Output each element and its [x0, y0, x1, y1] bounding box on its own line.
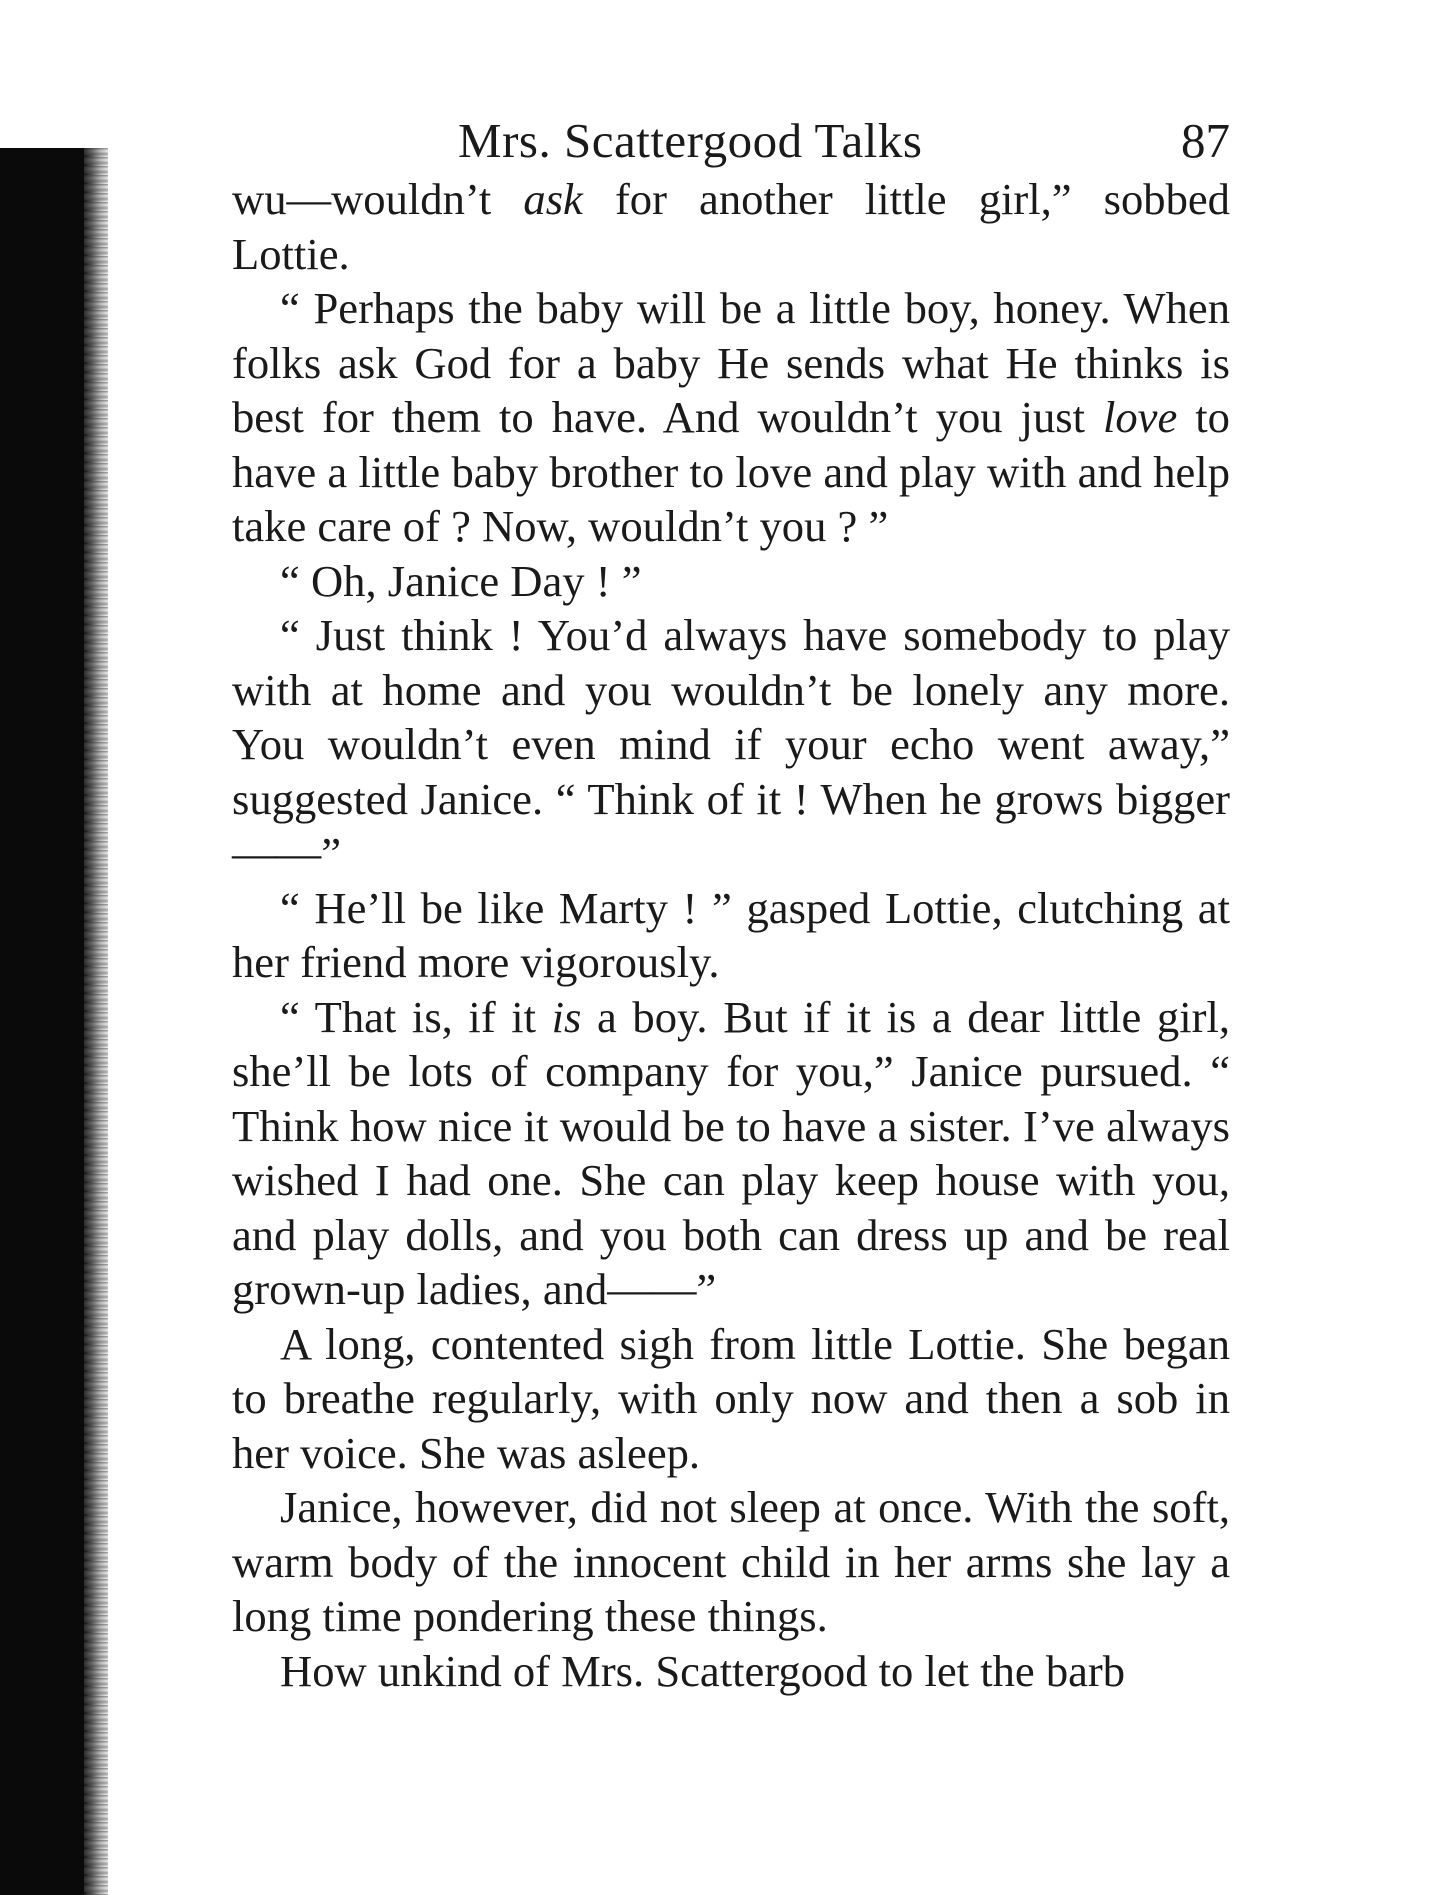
paragraph — [232, 172, 1230, 281]
italic-text: is — [551, 991, 582, 1042]
paragraph — [232, 281, 1230, 554]
running-header — [232, 110, 1230, 172]
running-title: Mrs. Scattergood Talks — [458, 113, 923, 168]
paragraph — [232, 1317, 1230, 1481]
book-page — [232, 110, 1230, 1698]
paragraph-text: How unkind of Mrs. Scattergood to let the barb — [280, 1645, 1126, 1696]
paragraph-text: Janice, however, did not sleep at once. With the soft, warm body of the innocent child in her arms she lay a long time pondering these things. — [232, 1482, 1230, 1641]
italic-text: ask — [523, 174, 583, 224]
paragraph — [232, 554, 1230, 609]
paragraph-text: A long, contented sigh from little Lottie. She began to breathe regularly, with only now and then a sob in her voice. She was asleep. — [232, 1318, 1230, 1478]
paragraph — [232, 990, 1230, 1317]
paragraph-text: “ Just think ! You’d always have somebody to play with at home and you wouldn’t be lonely any more. You wouldn’t even mind if your echo went away,” suggested Janice. “ Think of it ! When he grows bigger——” — [232, 610, 1230, 878]
paragraph-text: “ Perhaps the baby will be a little boy, honey. When folks ask God for a baby He sends what He thinks is best for them to have. And wouldn’t you just — [232, 283, 1230, 442]
paragraph-text: “ He’ll be like Marty ! ” gasped Lottie, clutching at her friend more vigorously. — [232, 882, 1230, 987]
paragraph-text: wu—wouldn’t — [232, 174, 524, 224]
italic-text: love — [1103, 392, 1178, 442]
paragraph — [232, 881, 1230, 990]
paragraph — [232, 608, 1230, 881]
paragraph — [232, 1644, 1230, 1699]
paragraph — [232, 1480, 1230, 1644]
binding-gutter-texture — [84, 148, 108, 1895]
body-text — [232, 172, 1230, 1698]
paragraph-text: to have a little baby brother to love and play with and help take care of ? Now, wouldn’t you ? ” — [232, 392, 1230, 551]
paragraph-text: “ That is, if it — [280, 991, 552, 1042]
paragraph-text: a boy. But if it is a dear little girl, she’ll be lots of company for you,” Janice pursued. “ Think how nice it would be to have a sister. I’ve always wished I had one. She can play keep house with you, and play dolls, and you both can dress up and be real grown-up ladies, and——” — [232, 991, 1230, 1314]
paragraph-text: for another little girl,” sobbed Lottie. — [232, 174, 1230, 279]
paragraph-text: “ Oh, Janice Day ! ” — [280, 555, 642, 606]
page-number: 87 — [1181, 113, 1230, 168]
